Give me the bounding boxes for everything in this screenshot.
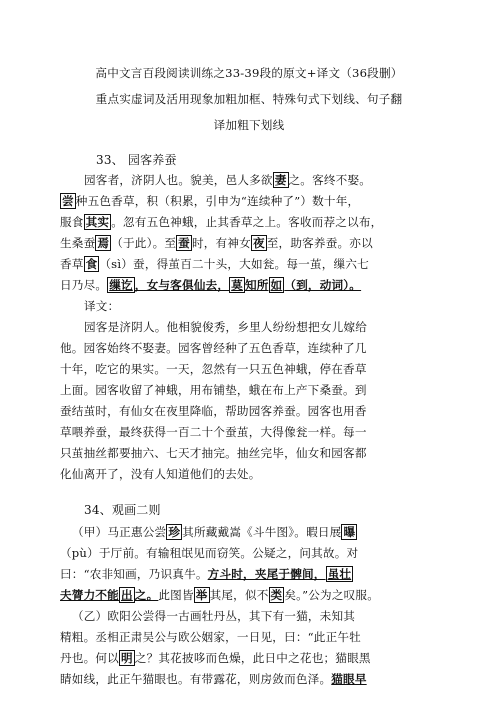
translation-line: 十年，吃它的果实。一天，忽然有一只五色神蛾，停在香草 bbox=[60, 362, 367, 376]
boxed-keyword: 珍 bbox=[168, 525, 181, 539]
text-run: （乙）欧阳公尝得一古画牡丹丛，其下有一猫，未知其 bbox=[72, 609, 356, 623]
text-run: 园客者，济阴人也。貌美，邑人多欲 bbox=[84, 173, 273, 187]
s33-para-line bbox=[60, 170, 438, 191]
text-run: （pù）于厅前。有输租氓见而窃笑。公疑之，问其故。对 bbox=[60, 546, 359, 560]
s34-para-line bbox=[60, 543, 438, 564]
boxed-underlined-keyword: 出 bbox=[120, 588, 133, 602]
boxed-underlined-keyword: 虽壮 bbox=[327, 567, 352, 581]
doc-title-line-2: 重点实虚词及活用现象加粗加框、特殊句式下划线、句子翻 bbox=[95, 92, 403, 106]
s34-para-line bbox=[60, 627, 438, 648]
text-run: 曰：“农非知画，乃识真牛。 bbox=[60, 567, 208, 581]
text-run: 睛如线，此正午猫眼也。有带露花，则房敛而色泽。 bbox=[60, 672, 332, 686]
underlined-translation: 夫膂力不能 bbox=[60, 588, 119, 602]
boxed-keyword: 明 bbox=[120, 651, 133, 665]
underlined-translation: 知所 bbox=[244, 278, 269, 292]
translation-line: 他。园客始终不娶妻。园客曾经种了五色香草，连续种了几 bbox=[60, 341, 367, 355]
text-run: 种五色香草，积（积累，引申为“连续种了”）数十年， bbox=[75, 194, 360, 208]
doc-title-line-3: 译加粗下划线 bbox=[213, 118, 285, 132]
section-33-heading: 33、 园客养蚕 bbox=[96, 153, 177, 167]
boxed-underlined-keyword: 缫讫 bbox=[109, 278, 133, 292]
translation-line: 草喂养蚕，最终获得一百二十个蚕茧，大得像瓮一样。每一 bbox=[60, 425, 367, 439]
s33-para-line bbox=[60, 254, 438, 275]
s34-para-line bbox=[60, 606, 438, 627]
s33-para-line bbox=[60, 212, 438, 233]
text-run: 时，有神女 bbox=[191, 236, 251, 250]
text-run: 日乃尽。 bbox=[60, 278, 108, 292]
boxed-keyword: 蚕 bbox=[178, 236, 190, 250]
s33-para-line bbox=[60, 275, 438, 296]
translation-line: 蚕结茧时，有仙女在夜里降临，帮助园客养蚕。园客也用香 bbox=[60, 404, 367, 418]
text-run: 之？其花披哆而色燥，此日中之花也；猫眼黑 bbox=[134, 651, 371, 665]
boxed-keyword: 其实 bbox=[85, 215, 110, 229]
text-run: 之。客终不娶。 bbox=[288, 173, 372, 187]
boxed-keyword: 类 bbox=[270, 588, 283, 602]
boxed-keyword: 曝 bbox=[343, 525, 356, 539]
text-run: 此图皆 bbox=[158, 588, 194, 602]
text-run: 精粗。丞相正肃吴公与欧公姻家，一日见，曰：“此正午牡 bbox=[60, 630, 361, 644]
text-run: （甲）马正惠公尝 bbox=[72, 525, 167, 539]
underlined-translation: ，女与客俱仙去， bbox=[134, 278, 230, 292]
boxed-underlined-keyword: 莫 bbox=[231, 278, 243, 292]
translation-line: 园客是济阴人。他相貌俊秀，乡里人纷纷想把女儿嫁给 bbox=[84, 320, 368, 334]
boxed-keyword: 妻 bbox=[274, 173, 287, 187]
translation-line: 只茧抽丝都要抽六、七天才抽完。抽丝完毕，仙女和园客都 bbox=[60, 446, 367, 460]
s34-para-line bbox=[60, 522, 438, 543]
s33-para-line bbox=[60, 233, 438, 254]
text-run: （sì）蚕，得茧百二十头，大如瓮。每一茧，缫六七 bbox=[99, 257, 369, 271]
text-run: 服食 bbox=[60, 215, 84, 229]
text-run: 丹也。何以 bbox=[60, 651, 119, 665]
translation-label: 译文： bbox=[84, 299, 120, 313]
boxed-keyword: 食 bbox=[85, 257, 98, 271]
boxed-keyword: 焉 bbox=[97, 236, 110, 250]
s34-para-line bbox=[60, 585, 438, 606]
text-run: 。忽有五色神蛾，止其香草之上。客收而荐之以布， bbox=[111, 215, 383, 229]
boxed-keyword: 夜 bbox=[252, 236, 265, 250]
doc-title-line-1: 高中文言百段阅读训练之33-39段的原文+译文（36段删） bbox=[95, 66, 403, 80]
text-run: 生桑蚕 bbox=[60, 236, 96, 250]
boxed-underlined-keyword: 如 bbox=[270, 278, 283, 292]
section-34-heading: 34、观画二则 bbox=[84, 503, 161, 517]
text-run: 矣。”公为之叹服。 bbox=[284, 588, 380, 602]
text-run: 香草 bbox=[60, 257, 84, 271]
s34-para-line bbox=[60, 648, 438, 669]
text-run: 至，助客养蚕。亦以 bbox=[266, 236, 373, 250]
underlined-translation: 猫眼早 bbox=[331, 672, 367, 686]
boxed-keyword: 尝 bbox=[62, 194, 74, 208]
underlined-translation: （到，动词）。 bbox=[284, 278, 362, 292]
underlined-translation: 方斗时，夹尾于髀间， bbox=[207, 567, 326, 581]
text-run: （于此）。至 bbox=[111, 236, 177, 250]
text-run: 其尾，似不 bbox=[209, 588, 269, 602]
underlined-translation: 之。 bbox=[134, 588, 159, 602]
text-run: 其所藏戴嵩《斗牛图》。暇日展 bbox=[182, 525, 342, 539]
boxed-keyword: 举 bbox=[195, 588, 208, 602]
s33-para-line bbox=[60, 191, 438, 212]
s34-para-line bbox=[60, 564, 438, 585]
translation-line: 化仙离开了，没有人知道他们的去处。 bbox=[60, 467, 261, 481]
translation-line: 上面。园客收留了神蛾，用布铺垫，蛾在布上产下桑蚕。到 bbox=[60, 383, 367, 397]
s34-para-line bbox=[60, 669, 438, 690]
